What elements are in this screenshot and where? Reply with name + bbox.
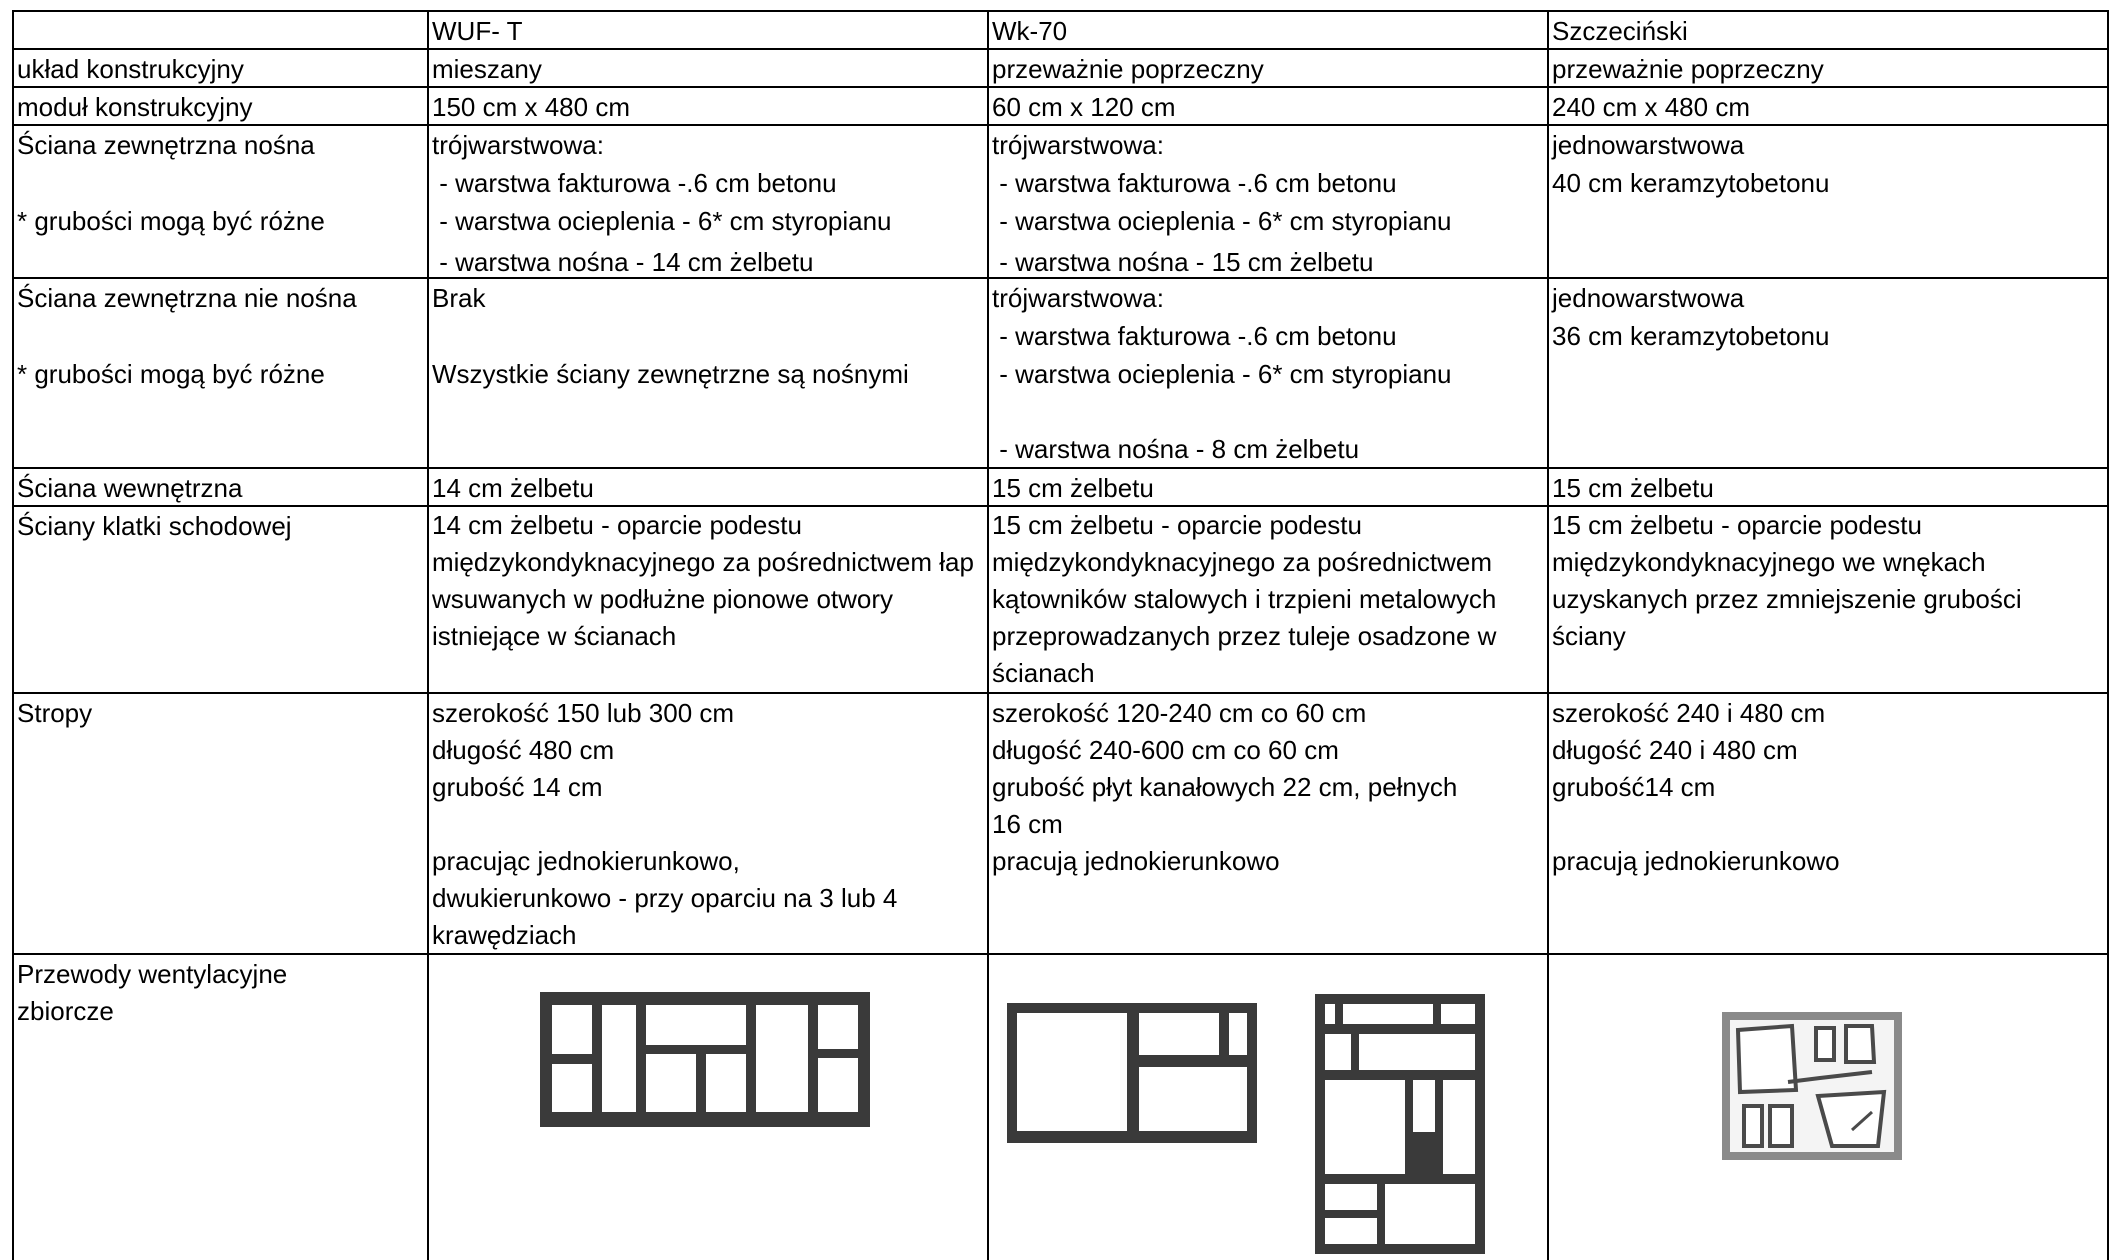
cell-sciana-nienosna-wuf (429, 279, 987, 467)
cell-text: 15 cm żelbetu - oparcie podestu międzykondyknacyjnego we wnękach uzyskanych przez zmniejszenie grubości ściany (1552, 510, 2022, 651)
cell-text: mieszany (432, 54, 542, 84)
cell-line: - warstwa ocieplenia - 6* cm styropianu (432, 206, 892, 236)
cell-line: grubość14 cm (1552, 772, 1716, 802)
cell-text: 15 cm żelbetu (992, 473, 1154, 503)
cell-text: 150 cm x 480 cm (432, 92, 630, 122)
cell-line: pracują jednokierunkowo (992, 846, 1280, 876)
cell-uklad-wuf (429, 50, 987, 86)
cell-klatka-wuf (429, 507, 987, 692)
row-label: Stropy (17, 698, 93, 728)
cell-line: Brak (432, 283, 486, 313)
header-label: Szczeciński (1552, 16, 1688, 46)
cell-stropy-wuf (429, 694, 987, 953)
cell-line: dwukierunkowo - przy oparciu na 3 lub 4 (432, 883, 898, 913)
row-label: moduł konstrukcyjny (17, 92, 253, 122)
row-label: układ konstrukcyjny (17, 54, 244, 84)
cell-line: długość 240 i 480 cm (1552, 735, 1798, 765)
cell-line: - warstwa fakturowa -.6 cm betonu (432, 168, 837, 198)
row-label: Ściana zewnętrzna nośna (17, 130, 315, 160)
cell-text: 60 cm x 120 cm (992, 92, 1176, 122)
cell-line: pracują jednokierunkowo (1552, 846, 1840, 876)
cell-modul-wk70 (989, 88, 1547, 124)
row-label: Ściany klatki schodowej (17, 511, 292, 541)
cell-text: 15 cm żelbetu - oparcie podestu międzykondyknacyjnego za pośrednictwem kątowników stalowych i trzpieni metalowych przeprowadzanych przez tuleje osadzone w ścianach (992, 510, 1497, 688)
cell-modul-szczecinski (1549, 88, 2107, 124)
cell-line: pracując jednokierunkowo, (432, 846, 740, 876)
cell-text: 15 cm żelbetu (1552, 473, 1714, 503)
cell-uklad-szczecinski (1549, 50, 2107, 86)
row-label: zbiorcze (17, 996, 114, 1026)
ventilation-duct-wuf-drawing (540, 992, 870, 1127)
cell-text: przeważnie poprzeczny (1552, 54, 1824, 84)
header-label: WUF- T (432, 16, 523, 46)
cell-sciana-nosna-szczecinski (1549, 126, 2107, 277)
cell-line: grubość 14 cm (432, 772, 603, 802)
cell-line: jednowarstwowa (1552, 283, 1745, 313)
cell-line: - warstwa fakturowa -.6 cm betonu (992, 321, 1397, 351)
cell-line: szerokość 150 lub 300 cm (432, 698, 735, 728)
cell-line: - warstwa nośna - 14 cm żelbetu (432, 247, 814, 277)
header-label: Wk-70 (992, 16, 1068, 46)
cell-line: krawędziach (432, 920, 577, 950)
cell-line: szerokość 120-240 cm co 60 cm (992, 698, 1367, 728)
row-note: * grubości mogą być różne (17, 206, 325, 236)
cell-klatka-wk70 (989, 507, 1547, 692)
cell-sciana-wew-wk70 (989, 469, 1547, 505)
cell-stropy-szczecinski (1549, 694, 2107, 953)
ventilation-duct-wk70-drawing-1 (1007, 1003, 1257, 1143)
row-label-przewody (14, 955, 427, 1260)
cell-sciana-wew-wuf (429, 469, 987, 505)
cell-line: trójwarstwowa: (992, 283, 1164, 313)
cell-line: 16 cm (992, 809, 1063, 839)
header-col-wk70 (989, 12, 1547, 48)
cell-sciana-nienosna-wk70 (989, 279, 1547, 467)
cell-line: szerokość 240 i 480 cm (1552, 698, 1826, 728)
row-label: Ściana wewnętrzna (17, 473, 243, 503)
row-label-stropy (14, 694, 427, 953)
cell-line: - warstwa nośna - 15 cm żelbetu (992, 247, 1374, 277)
row-label-klatka (14, 507, 427, 692)
row-label-sciana-nienosna (14, 279, 427, 467)
row-label-uklad (14, 50, 427, 86)
cell-text: 14 cm żelbetu (432, 473, 594, 503)
cell-line: 40 cm keramzytobetonu (1552, 168, 1830, 198)
row-label: Przewody wentylacyjne (17, 959, 288, 989)
cell-sciana-wew-szczecinski (1549, 469, 2107, 505)
cell-sciana-nosna-wuf (429, 126, 987, 277)
comparison-table (12, 10, 2109, 1260)
cell-uklad-wk70 (989, 50, 1547, 86)
cell-line: - warstwa fakturowa -.6 cm betonu (992, 168, 1397, 198)
cell-line: - warstwa nośna - 8 cm żelbetu (992, 434, 1360, 464)
ventilation-duct-wk70-drawing-2 (1315, 994, 1485, 1254)
row-label-modul (14, 88, 427, 124)
row-note: * grubości mogą być różne (17, 359, 325, 389)
cell-line: długość 240-600 cm co 60 cm (992, 735, 1339, 765)
row-label-sciana-wew (14, 469, 427, 505)
row-label-sciana-nosna (14, 126, 427, 277)
cell-sciana-nienosna-szczecinski (1549, 279, 2107, 467)
cell-text: 240 cm x 480 cm (1552, 92, 1750, 122)
cell-stropy-wk70 (989, 694, 1547, 953)
header-col-szczecinski (1549, 12, 2107, 48)
cell-klatka-szczecinski (1549, 507, 2107, 692)
cell-sciana-nosna-wk70 (989, 126, 1547, 277)
header-col-wuf (429, 12, 987, 48)
cell-line: jednowarstwowa (1552, 130, 1745, 160)
cell-line: 36 cm keramzytobetonu (1552, 321, 1830, 351)
ventilation-duct-szczecinski-drawing (1722, 1012, 1902, 1160)
cell-line: trójwarstwowa: (432, 130, 604, 160)
row-label: Ściana zewnętrzna nie nośna (17, 283, 357, 313)
cell-text: 14 cm żelbetu - oparcie podestu międzykondyknacyjnego za pośrednictwem łap wsuwanych w podłużne pionowe otwory istniejące w ścianach (432, 510, 974, 651)
cell-line: - warstwa ocieplenia - 6* cm styropianu (992, 359, 1452, 389)
cell-text: przeważnie poprzeczny (992, 54, 1264, 84)
cell-line: trójwarstwowa: (992, 130, 1164, 160)
cell-line: długość 480 cm (432, 735, 615, 765)
cell-line: grubość płyt kanałowych 22 cm, pełnych (992, 772, 1458, 802)
cell-line: Wszystkie ściany zewnętrzne są nośnymi (432, 359, 909, 389)
cell-line: - warstwa ocieplenia - 6* cm styropianu (992, 206, 1452, 236)
cell-modul-wuf (429, 88, 987, 124)
